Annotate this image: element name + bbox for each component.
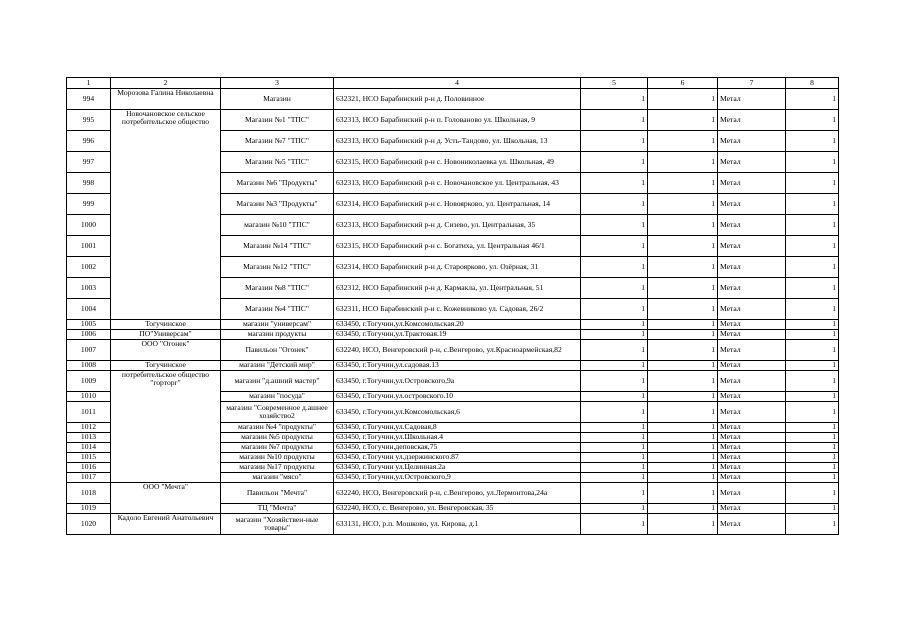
column-6-value: 1 <box>648 278 718 299</box>
material: Метал <box>718 330 786 340</box>
row-number: 1020 <box>67 514 111 535</box>
column-6-value: 1 <box>648 89 718 110</box>
column-5-value: 1 <box>581 433 648 443</box>
object-name: магазин продукты <box>221 330 334 340</box>
address: 632240, НСО, Венгеровский р-н, с.Венгерово, ул.Красноармейская,82 <box>334 340 581 361</box>
column-8-value: 1 <box>786 89 839 110</box>
row-number: 1011 <box>67 402 111 423</box>
column-header: 3 <box>221 78 334 89</box>
object-name: Магазин №12 "ТПС" <box>221 257 334 278</box>
organization-name: ООО "Огонек" <box>111 340 221 361</box>
row-number: 1008 <box>67 361 111 371</box>
row-number: 995 <box>67 110 111 131</box>
column-6-value: 1 <box>648 504 718 514</box>
object-name: Магазин №3 "Продукты" <box>221 194 334 215</box>
column-6-value: 1 <box>648 402 718 423</box>
column-6-value: 1 <box>648 483 718 504</box>
row-number: 998 <box>67 173 111 194</box>
column-8-value: 1 <box>786 402 839 423</box>
material: Метал <box>718 236 786 257</box>
column-5-value: 1 <box>581 423 648 433</box>
material: Метал <box>718 299 786 320</box>
column-8-value: 1 <box>786 504 839 514</box>
object-name: Павильон "Мечта" <box>221 483 334 504</box>
column-header: 7 <box>718 78 786 89</box>
row-number: 994 <box>67 89 111 110</box>
row-number: 1014 <box>67 443 111 453</box>
organization-name: ПО"Универсам" <box>111 330 221 340</box>
column-6-value: 1 <box>648 423 718 433</box>
column-8-value: 1 <box>786 194 839 215</box>
column-5-value: 1 <box>581 299 648 320</box>
object-name: Магазин №1 "ТПС" <box>221 110 334 131</box>
address: 632313, НСО Барабинский р-н д. Сизево, ул. Центральная, 35 <box>334 215 581 236</box>
object-name: магазин "Современное д.ашнее хозяйство2 <box>221 402 334 423</box>
organization-name: Тогучинское <box>111 361 221 371</box>
column-5-value: 1 <box>581 361 648 371</box>
column-5-value: 1 <box>581 371 648 392</box>
material: Метал <box>718 371 786 392</box>
column-5-value: 1 <box>581 473 648 483</box>
column-5-value: 1 <box>581 194 648 215</box>
address: 632312, НСО Барабинский р-н д. Кармакла, ул. Центральная, 51 <box>334 278 581 299</box>
column-5-value: 1 <box>581 340 648 361</box>
address: 632321, НСО Барабинский р-н д. Половинное <box>334 89 581 110</box>
column-8-value: 1 <box>786 371 839 392</box>
object-name: магазин "мясо" <box>221 473 334 483</box>
address: 632311, НСО Барабинский р-н с. Кожевниково ул. Садовая, 26/2 <box>334 299 581 320</box>
column-6-value: 1 <box>648 173 718 194</box>
material: Метал <box>718 194 786 215</box>
address: 632314, НСО Барабинский р-н с. Новоярково, ул. Центральная, 14 <box>334 194 581 215</box>
object-name: Магазин №7 "ТПС" <box>221 131 334 152</box>
address: 633450, г.Тогучин,деповская,75 <box>334 443 581 453</box>
address: 633450, г.Тогучин,ул.Комсомольская,6 <box>334 402 581 423</box>
table-row <box>67 514 839 535</box>
column-8-value: 1 <box>786 463 839 473</box>
column-8-value: 1 <box>786 173 839 194</box>
table-row <box>67 89 839 110</box>
column-6-value: 1 <box>648 463 718 473</box>
column-6-value: 1 <box>648 320 718 330</box>
address: 632240, НСО, с. Венгерово, ул. Венгеровская, 35 <box>334 504 581 514</box>
material: Метал <box>718 257 786 278</box>
organization-name: потребительское общество "горторг" <box>111 371 221 483</box>
row-number: 1018 <box>67 483 111 504</box>
material: Метал <box>718 89 786 110</box>
column-8-value: 1 <box>786 433 839 443</box>
table-row <box>67 330 839 340</box>
object-name: Магазин №5 "ТПС" <box>221 152 334 173</box>
object-name: магазин "Хозяйствен-ные товары" <box>221 514 334 535</box>
column-8-value: 1 <box>786 131 839 152</box>
column-6-value: 1 <box>648 473 718 483</box>
column-5-value: 1 <box>581 89 648 110</box>
row-number: 1002 <box>67 257 111 278</box>
material: Метал <box>718 131 786 152</box>
table-body <box>67 89 839 535</box>
column-6-value: 1 <box>648 340 718 361</box>
column-6-value: 1 <box>648 330 718 340</box>
column-header: 4 <box>334 78 581 89</box>
row-number: 1013 <box>67 433 111 443</box>
material: Метал <box>718 423 786 433</box>
object-name: Павильон "Огонек" <box>221 340 334 361</box>
column-5-value: 1 <box>581 504 648 514</box>
column-header: 1 <box>67 78 111 89</box>
column-6-value: 1 <box>648 433 718 443</box>
column-8-value: 1 <box>786 514 839 535</box>
address: 633450, г.Тогучин,ул.Школьная.4 <box>334 433 581 443</box>
table-row <box>67 361 839 371</box>
address: 633450, г.Тогучин,ул.Трактовая.19 <box>334 330 581 340</box>
header-row <box>67 78 839 89</box>
material: Метал <box>718 110 786 131</box>
column-8-value: 1 <box>786 330 839 340</box>
data-table <box>66 77 839 535</box>
material: Метал <box>718 473 786 483</box>
column-6-value: 1 <box>648 514 718 535</box>
table-row <box>67 320 839 330</box>
row-number: 1000 <box>67 215 111 236</box>
column-5-value: 1 <box>581 463 648 473</box>
address: 632314, НСО Барабинский р-н д. Староярково, ул. Озёрная, 31 <box>334 257 581 278</box>
column-8-value: 1 <box>786 257 839 278</box>
column-6-value: 1 <box>648 236 718 257</box>
column-6-value: 1 <box>648 299 718 320</box>
address: 632313, НСО Барабинский р-н д. Усть-Тандово, ул. Школьная, 13 <box>334 131 581 152</box>
column-6-value: 1 <box>648 131 718 152</box>
material: Метал <box>718 504 786 514</box>
material: Метал <box>718 278 786 299</box>
material: Метал <box>718 361 786 371</box>
material: Метал <box>718 215 786 236</box>
object-name: магазин "универсам" <box>221 320 334 330</box>
column-6-value: 1 <box>648 110 718 131</box>
address: 632240, НСО, Венгеровский р-н, с.Венгерово, ул.Лермонтова,24а <box>334 483 581 504</box>
address: 632313, НСО Барабинский р-н с. Новочановское ул. Центральная, 43 <box>334 173 581 194</box>
row-number: 1001 <box>67 236 111 257</box>
material: Метал <box>718 392 786 402</box>
object-name: Магазин №6 "Продукты" <box>221 173 334 194</box>
address: 633450, г.Тогучин,ул.Комсомольская.20 <box>334 320 581 330</box>
column-8-value: 1 <box>786 392 839 402</box>
organization-name: ООО "Мечта" <box>111 483 221 514</box>
row-number: 1017 <box>67 473 111 483</box>
address: 632315, НСО Барабинский р-н с. Богатиха, ул. Центральная 46/1 <box>334 236 581 257</box>
column-6-value: 1 <box>648 194 718 215</box>
column-6-value: 1 <box>648 215 718 236</box>
row-number: 1009 <box>67 371 111 392</box>
column-6-value: 1 <box>648 453 718 463</box>
organization-name: Тогучинское <box>111 320 221 330</box>
column-6-value: 1 <box>648 152 718 173</box>
column-5-value: 1 <box>581 330 648 340</box>
column-8-value: 1 <box>786 473 839 483</box>
column-5-value: 1 <box>581 236 648 257</box>
address: 633450, г.Тогучин,ул.садовая.13 <box>334 361 581 371</box>
table-row <box>67 483 839 504</box>
column-5-value: 1 <box>581 392 648 402</box>
material: Метал <box>718 514 786 535</box>
column-8-value: 1 <box>786 278 839 299</box>
column-header: 5 <box>581 78 648 89</box>
column-header: 8 <box>786 78 839 89</box>
column-8-value: 1 <box>786 320 839 330</box>
address: 633450, г.Тогучин,ул.Садовая,8 <box>334 423 581 433</box>
organization-name: Морозова Галина Николаевна <box>111 89 221 110</box>
row-number: 1007 <box>67 340 111 361</box>
column-6-value: 1 <box>648 392 718 402</box>
material: Метал <box>718 453 786 463</box>
material: Метал <box>718 443 786 453</box>
column-5-value: 1 <box>581 152 648 173</box>
column-5-value: 1 <box>581 173 648 194</box>
row-number: 1010 <box>67 392 111 402</box>
column-5-value: 1 <box>581 402 648 423</box>
column-8-value: 1 <box>786 340 839 361</box>
column-8-value: 1 <box>786 110 839 131</box>
organization-name: Кадоло Евгений Анатольевич <box>111 514 221 535</box>
material: Метал <box>718 463 786 473</box>
column-8-value: 1 <box>786 443 839 453</box>
column-5-value: 1 <box>581 257 648 278</box>
object-name: магазин №17 продукты <box>221 463 334 473</box>
row-number: 996 <box>67 131 111 152</box>
column-5-value: 1 <box>581 453 648 463</box>
row-number: 1004 <box>67 299 111 320</box>
column-5-value: 1 <box>581 320 648 330</box>
material: Метал <box>718 152 786 173</box>
row-number: 999 <box>67 194 111 215</box>
table-row <box>67 371 839 392</box>
column-5-value: 1 <box>581 131 648 152</box>
row-number: 1015 <box>67 453 111 463</box>
row-number: 1003 <box>67 278 111 299</box>
column-8-value: 1 <box>786 236 839 257</box>
row-number: 1019 <box>67 504 111 514</box>
object-name: магазин №4 "продукты" <box>221 423 334 433</box>
table-row <box>67 110 839 131</box>
column-5-value: 1 <box>581 215 648 236</box>
column-8-value: 1 <box>786 453 839 463</box>
address: 633450, г.Тогучин,ул.Островского,9 <box>334 473 581 483</box>
row-number: 1012 <box>67 423 111 433</box>
column-8-value: 1 <box>786 483 839 504</box>
object-name: магазин "Детский мир" <box>221 361 334 371</box>
row-number: 1016 <box>67 463 111 473</box>
column-6-value: 1 <box>648 371 718 392</box>
object-name: магазин №7 продукты <box>221 443 334 453</box>
address: 632313, НСО Барабинский р-н п. Голованово ул. Школьная, 9 <box>334 110 581 131</box>
address: 633450, г.Тогучин ул.Целинная.2а <box>334 463 581 473</box>
column-8-value: 1 <box>786 299 839 320</box>
column-8-value: 1 <box>786 423 839 433</box>
column-6-value: 1 <box>648 443 718 453</box>
object-name: магазин №10 "ТПС" <box>221 215 334 236</box>
object-name: Магазин <box>221 89 334 110</box>
column-5-value: 1 <box>581 278 648 299</box>
column-8-value: 1 <box>786 215 839 236</box>
material: Метал <box>718 320 786 330</box>
column-header: 2 <box>111 78 221 89</box>
row-number: 1006 <box>67 330 111 340</box>
object-name: Магазин №4 "ТПС" <box>221 299 334 320</box>
column-6-value: 1 <box>648 361 718 371</box>
material: Метал <box>718 402 786 423</box>
address: 633450, г.Тогучин.ул.островского.10 <box>334 392 581 402</box>
column-8-value: 1 <box>786 152 839 173</box>
object-name: Магазин №8 "ТПС" <box>221 278 334 299</box>
address: 633450, г.Тогучин,ул.Островского,9а <box>334 371 581 392</box>
material: Метал <box>718 173 786 194</box>
column-8-value: 1 <box>786 361 839 371</box>
address: 633131, НСО, р.п. Мошково, ул. Кирова, д.1 <box>334 514 581 535</box>
material: Метал <box>718 483 786 504</box>
column-5-value: 1 <box>581 443 648 453</box>
object-name: магазин №10 продукты <box>221 453 334 463</box>
address: 633450, г.Тогучин ул.дзержинского.87 <box>334 453 581 463</box>
column-6-value: 1 <box>648 257 718 278</box>
object-name: магазин "д.ашний мастер" <box>221 371 334 392</box>
object-name: ТЦ "Мечта" <box>221 504 334 514</box>
row-number: 1005 <box>67 320 111 330</box>
row-number: 997 <box>67 152 111 173</box>
column-5-value: 1 <box>581 110 648 131</box>
address: 632315, НСО Барабинский р-н с. Новониколаевка ул. Школьная, 49 <box>334 152 581 173</box>
organization-name: Новочановское сельское потребительское общество <box>111 110 221 320</box>
column-header: 6 <box>648 78 718 89</box>
object-name: магазин "посуда" <box>221 392 334 402</box>
material: Метал <box>718 433 786 443</box>
material: Метал <box>718 340 786 361</box>
table-row <box>67 340 839 361</box>
column-5-value: 1 <box>581 514 648 535</box>
object-name: магазин №5 продукты <box>221 433 334 443</box>
column-5-value: 1 <box>581 483 648 504</box>
object-name: Магазин №14 "ТПС" <box>221 236 334 257</box>
